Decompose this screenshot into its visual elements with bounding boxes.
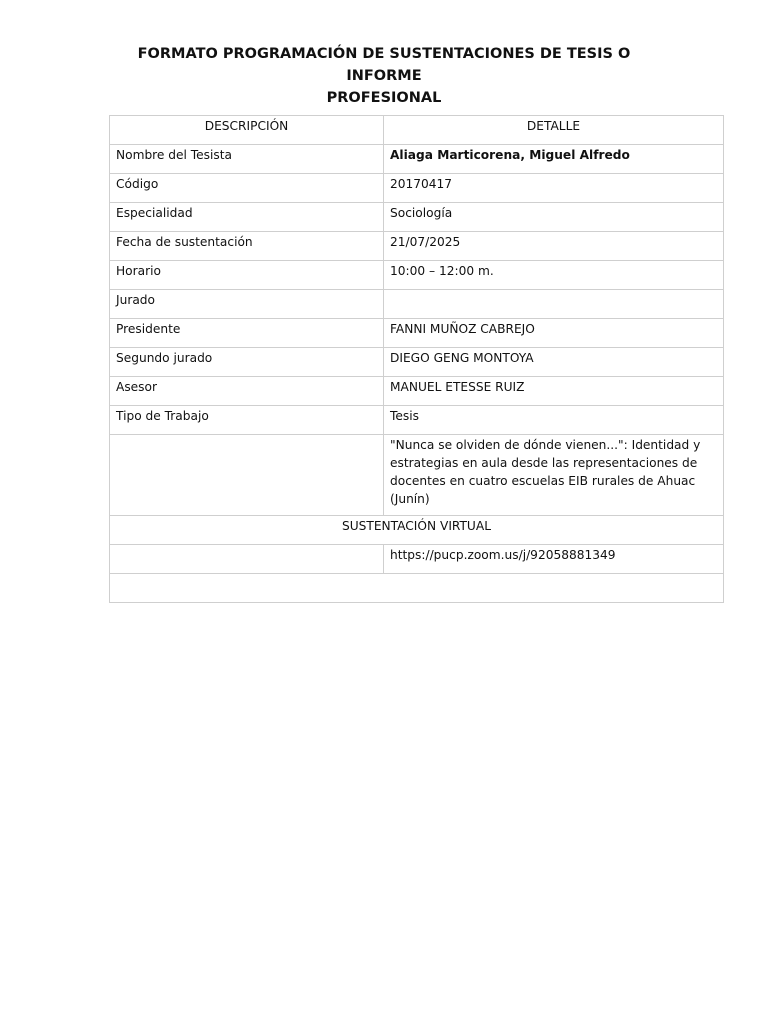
thesis-title-label-cell	[110, 435, 384, 516]
page-title	[100, 43, 668, 109]
table-row-link	[110, 545, 724, 574]
title-line-2: PROFESIONAL	[326, 90, 442, 106]
zoom-link-label-cell	[110, 545, 384, 574]
row-value-student-name: Aliaga Marticorena, Miguel Alfredo	[384, 145, 724, 174]
row-label-advisor: Asesor	[110, 377, 384, 406]
row-value-schedule: 10:00 – 12:00 m.	[384, 261, 724, 290]
row-label-specialty: Especialidad	[110, 203, 384, 232]
row-value-defense-date: 21/07/2025	[384, 232, 724, 261]
table-row	[110, 290, 724, 319]
header-description: DESCRIPCIÓN	[110, 116, 384, 145]
row-value-jury	[384, 290, 724, 319]
table-row	[110, 145, 724, 174]
table-row	[110, 377, 724, 406]
row-value-specialty: Sociología	[384, 203, 724, 232]
row-label-student-name: Nombre del Tesista	[110, 145, 384, 174]
table-row-virtual	[110, 516, 724, 545]
row-label-code: Código	[110, 174, 384, 203]
table-row	[110, 203, 724, 232]
table-row	[110, 261, 724, 290]
row-label-president: Presidente	[110, 319, 384, 348]
table-row	[110, 406, 724, 435]
row-value-second-jury: DIEGO GENG MONTOYA	[384, 348, 724, 377]
schedule-table	[109, 115, 724, 603]
row-label-work-type: Tipo de Trabajo	[110, 406, 384, 435]
thesis-title: "Nunca se olviden de dónde vienen...": Identidad y estrategias en aula desde las representaciones de docentes en cuatro escuelas EIB rurales de Ahuac (Junín)	[384, 435, 724, 516]
row-value-code: 20170417	[384, 174, 724, 203]
row-label-defense-date: Fecha de sustentación	[110, 232, 384, 261]
table-row	[110, 319, 724, 348]
row-label-schedule: Horario	[110, 261, 384, 290]
row-value-president: FANNI MUÑOZ CABREJO	[384, 319, 724, 348]
table-row	[110, 348, 724, 377]
header-detail: DETALLE	[384, 116, 724, 145]
table-header-row	[110, 116, 724, 145]
table-row	[110, 232, 724, 261]
row-label-second-jury: Segundo jurado	[110, 348, 384, 377]
table-row-empty	[110, 574, 724, 603]
zoom-link[interactable]: https://pucp.zoom.us/j/92058881349	[384, 545, 724, 574]
table-row	[110, 174, 724, 203]
table-row-thesis-title	[110, 435, 724, 516]
title-line-1: FORMATO PROGRAMACIÓN DE SUSTENTACIONES DE TESIS O INFORME	[137, 46, 631, 84]
empty-cell	[110, 574, 724, 603]
row-value-work-type: Tesis	[384, 406, 724, 435]
row-value-advisor: MANUEL ETESSE RUIZ	[384, 377, 724, 406]
virtual-defense-label: SUSTENTACIÓN VIRTUAL	[110, 516, 724, 545]
row-label-jury: Jurado	[110, 290, 384, 319]
